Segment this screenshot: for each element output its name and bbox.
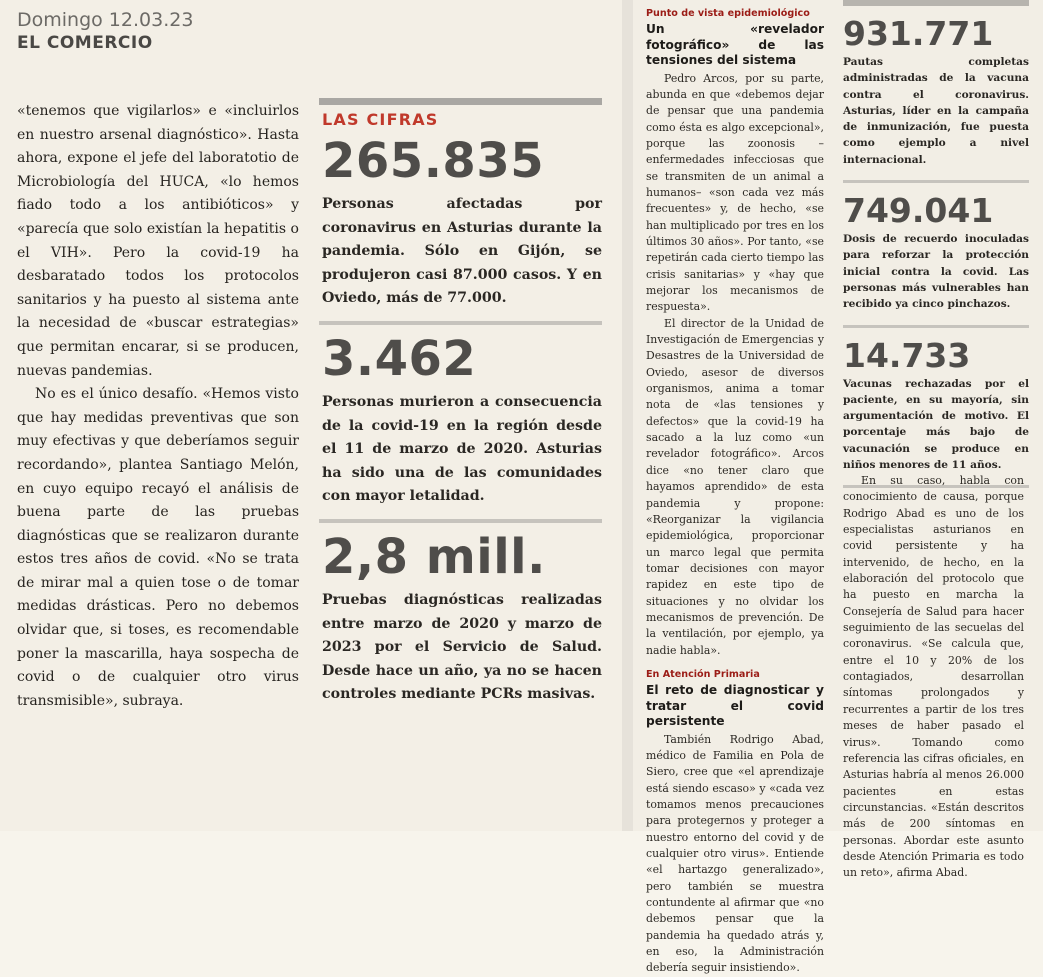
stat-description: Personas murieron a consecuencia de la covid-19 en la región desde el 11 de marzo de 2020. Asturias ha sido una de las comunidades con mayor letalidad.: [322, 393, 602, 505]
section-headline: El reto de diagnosticar y tratar el covid persistente: [646, 683, 824, 729]
paragraph: No es el único desafío. «Hemos visto que hay medidas preventivas que son muy efectivas y que deberíamos seguir recordando», plantea Santiago Melón, en cuyo equipo recayó el análisis de buena parte de las pruebas diagnósticas que se realizaron durante estos tres años de covid. «No se trata de mirar mal a quien tose o de tomar medidas drásticas. Pero no debemos olvidar que, si toses, es recomendable poner la mascarilla, haya sospecha de covid o de cualquier otro virus transmisible», subraya.: [17, 386, 299, 709]
stat-divider: [319, 321, 602, 325]
stat-description: Personas afectadas por coronavirus en Asturias durante la pandemia. Sólo en Gijón, se produjeron casi 87.000 casos. Y en Oviedo, más de 77.000.: [322, 196, 602, 307]
las-cifras-sidebar: [319, 98, 602, 831]
stat-block: [322, 133, 602, 311]
stat-number: 3.462: [322, 330, 477, 387]
stat-block: [843, 191, 1029, 312]
paragraph: «tenemos que vigilarlos» e «incluirlos en nuestro arsenal diagnóstico». Hasta ahora, expone el jefe del laboratotio de Microbiología del HUCA, «lo hemos fiado todo a los antibióticos» y «parecía que solo existían la hepatitis o el VIH». Pero la covid-19 ha desbaratado todos los protocolos sanitarios y ha puesto al sistema ante la necesidad de «buscar estrategias» que permitan encarar, si se producen, nuevas pandemias.: [17, 103, 299, 379]
subsection: [646, 667, 824, 977]
issue-date: Domingo 12.03.23: [17, 9, 194, 31]
article-column-4: [843, 473, 1024, 882]
sidebar-top-rule: [319, 98, 602, 105]
section-kicker: Punto de vista epidemiológico: [646, 8, 810, 19]
newspaper-name: EL COMERCIO: [17, 33, 153, 53]
stat-number: 265.835: [322, 133, 545, 189]
article-column-1: [17, 100, 299, 713]
page-gutter: [622, 0, 633, 831]
section-headline: Un «revelador fotográfico» de las tensiones del sistema: [646, 22, 824, 68]
stat-divider: [843, 325, 1029, 328]
article-column-3: [646, 6, 824, 977]
stat-number: 749.041: [843, 191, 994, 231]
sidebar-title: LAS CIFRAS: [322, 110, 439, 129]
section-kicker: En Atención Primaria: [646, 668, 760, 680]
stat-block: [843, 14, 1029, 168]
stat-number: 931.771: [843, 14, 994, 53]
stat-description: Pautas completas administradas de la vacuna contra el coronavirus. Asturias, líder en la campaña de inmunización, fue puesta como ejemplo a nivel internacional.: [843, 56, 1029, 166]
stat-number: 14.733: [843, 335, 971, 375]
stat-description: Vacunas rechazadas por el paciente, en su mayoría, sin argumentación de motivo. El porcentaje más bajo de vacunación se produce en niños menores de 11 años.: [843, 377, 1029, 472]
stat-divider: [319, 519, 602, 523]
stats-top-rule: [843, 0, 1029, 6]
stat-number: 2,8 mill.: [322, 528, 546, 585]
stat-block: [322, 529, 602, 707]
paragraph: El director de la Unidad de Investigación de Emergencias y Desastres de la Universidad de Oviedo, asesor de diversos organismos, anima a tomar nota de «las tensiones y defectos» que la covid-19 ha sacado a la luz como «un revelador fotográfico». Arcos dice «no tener claro que hayamos aprendido» de esta pandemia y propone: «Reorganizar la vigilancia epidemiológica, proporcionar un marco legal que permita tomar decisiones con mayor rapidez en este tipo de situaciones y no olvidar los mecanismos de prevención. De la ventilación, por ejemplo, ya nadie habla».: [646, 316, 824, 657]
paragraph: Pedro Arcos, por su parte, abunda en que «debemos dejar de pensar que una pandemia como ésta es algo excepcional», porque las zoonosis –enfermedades infecciosas que se transmiten de un animal a humanos– «son cada vez más frecuentes» y, de hecho, «se han multiplicado por tres en los últimos 30 años». Por tanto, «se repetirán cada cierto tiempo las crisis sanitarias» y «hay que mejorar los mecanismos de respuesta».: [646, 71, 824, 314]
paragraph: También Rodrigo Abad, médico de Familia en Pola de Siero, cree que «el aprendizaje está siendo escaso» y «cada vez tomamos menos precauciones para protegernos y proteger a nuestro entorno del covid y de cualquier otro virus». Entiende «el hartazgo generalizado», pero también se muestra contundente al afirmar que «no debemos pensar que la pandemia ha quedado atrás y, en eso, la Administración debería seguir insistiendo».: [646, 732, 824, 975]
stats-column: [843, 0, 1029, 488]
stat-description: Pruebas diagnósticas realizadas entre marzo de 2020 y marzo de 2023 por el Servicio de Salud. Desde hace un año, ya no se hacen controles mediante PCRs masivas.: [322, 591, 602, 703]
stat-block: [843, 336, 1029, 474]
stat-block: [322, 331, 602, 509]
paragraph: En su caso, habla con conocimiento de causa, porque Rodrigo Abad es uno de los especialistas asturianos en covid persistente y ha intervenido, de hecho, en la elaboración del protocolo que ha puesto en marcha la Consejería de Salud para hacer seguimiento de las secuelas del coronavirus. «Se calcula que, entre el 10 y 20% de los contagiados, desarrollan síntomas prolongados y recurrentes a partir de los tres meses de haber pasado el virus». Tomando como referencia las cifras oficiales, en Asturias habría al menos 26.000 pacientes en estas circunstancias. «Están descritos más de 200 síntomas en personas. Abordar este asunto desde Atención Primaria es todo un reto», afirma Abad.: [843, 474, 1024, 880]
stat-description: Dosis de recuerdo inoculadas para reforzar la protección inicial contra la covid. Las personas más vulnerables han recibido ya cinco pinchazos.: [843, 233, 1029, 311]
stat-divider: [843, 180, 1029, 183]
